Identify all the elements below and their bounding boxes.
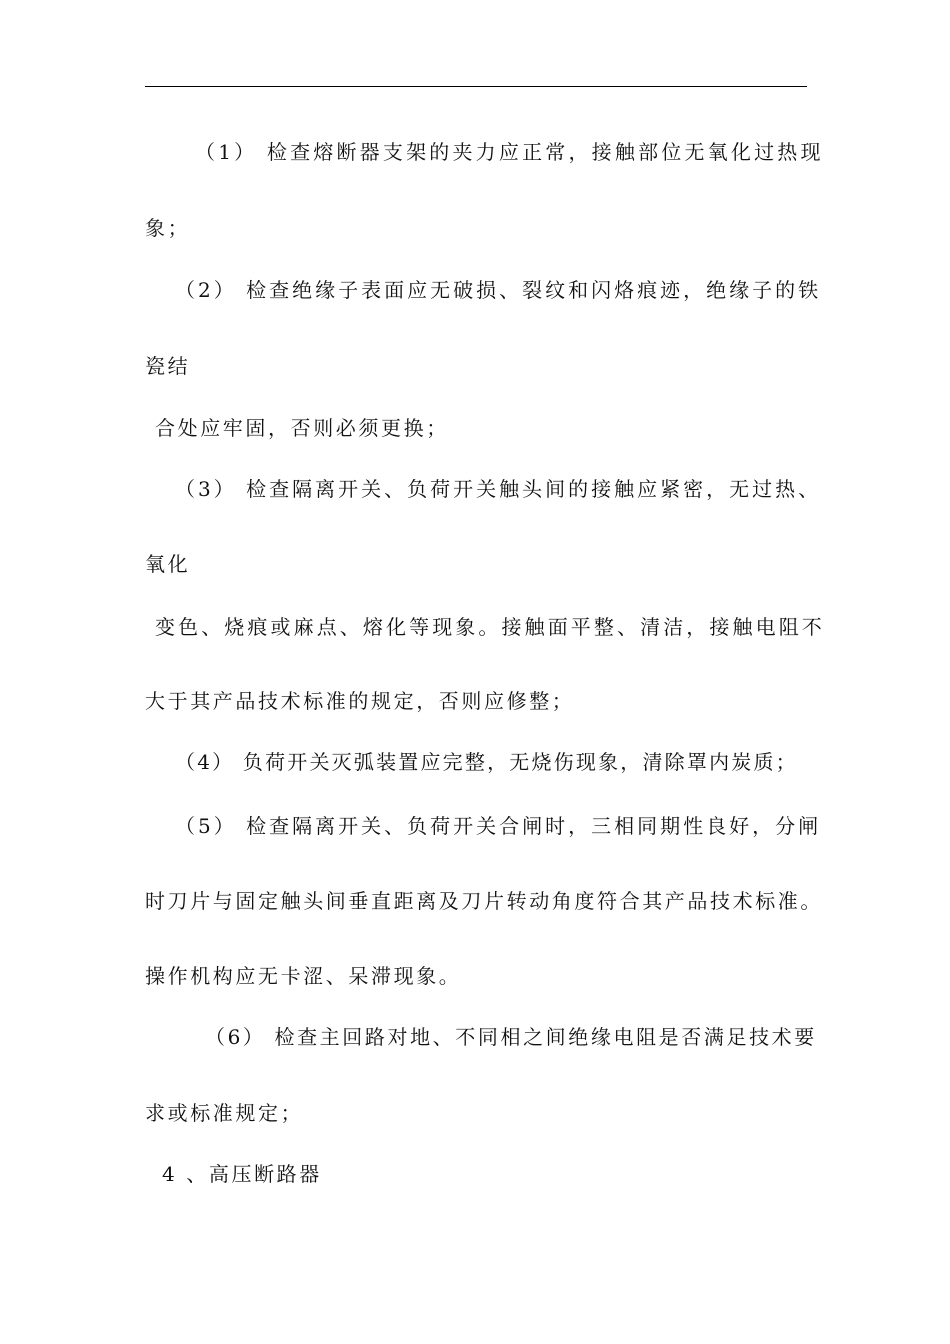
paragraph-line: （6） 检查主回路对地、不同相之间绝缘电阻是否满足技术要 [205, 1025, 817, 1049]
paragraph-line: （1） 检查熔断器支架的夹力应正常，接触部位无氧化过热现 [195, 140, 824, 164]
section-heading: 4 、高压断路器 [162, 1162, 322, 1186]
paragraph-line: 氧化 [145, 552, 191, 576]
paragraph-line: （2） 检查绝缘子表面应无破损、裂纹和闪烙痕迹，绝缘子的铁 [175, 278, 822, 302]
header-rule [145, 86, 807, 87]
paragraph-line: 象； [145, 216, 191, 240]
paragraph-line: 变色、烧痕或麻点、熔化等现象。接触面平整、清洁，接触电阻不 [155, 615, 825, 639]
paragraph-line: 求或标准规定； [145, 1101, 304, 1125]
paragraph-line: 瓷结 [145, 354, 191, 378]
paragraph-line: （4） 负荷开关灭弧装置应完整，无烧伤现象，清除罩内炭质； [175, 750, 798, 774]
paragraph-line: 合处应牢固，否则必须更换； [155, 416, 449, 440]
paragraph-line: 大于其产品技术标准的规定，否则应修整； [145, 689, 575, 713]
paragraph-line: 操作机构应无卡涩、呆滞现象。 [145, 964, 462, 988]
paragraph-line: （3） 检查隔离开关、负荷开关触头间的接触应紧密，无过热、 [175, 477, 822, 501]
paragraph-line: 时刀片与固定触头间垂直距离及刀片转动角度符合其产品技术标准。 [145, 889, 823, 913]
paragraph-line: （5） 检查隔离开关、负荷开关合闸时，三相同期性良好，分闸 [175, 814, 822, 838]
